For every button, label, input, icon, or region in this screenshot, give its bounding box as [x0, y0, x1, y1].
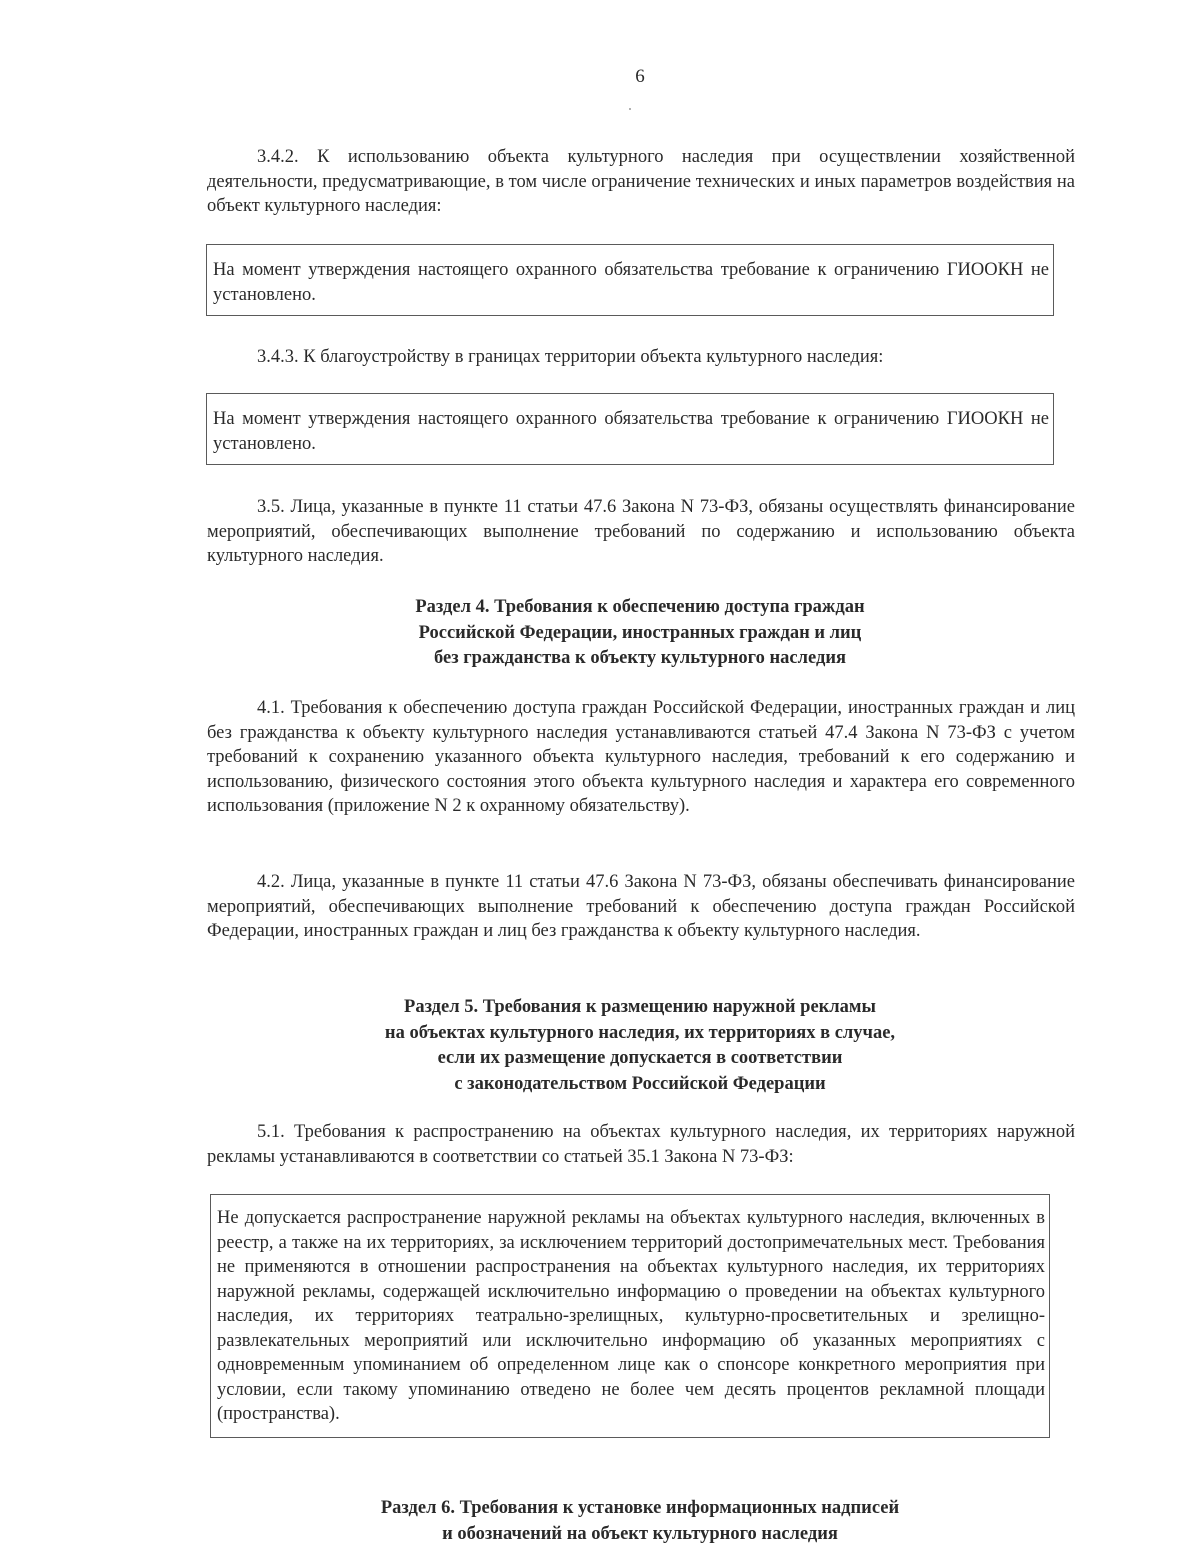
paragraph-4-2: 4.2. Лица, указанные в пункте 11 статьи 47.6 Закона N 73-ФЗ, обязаны обеспечивать финансирование мероприятий, обеспечивающих выполнение требований к обеспечению доступа граждан Российской Федерации, иностранных граждан и лиц без гражданства к объекту культурного наследия.: [207, 872, 1075, 941]
scan-speck: [629, 108, 631, 110]
section-5-heading-line: на объектах культурного наследия, их территориях в случае,: [384, 1022, 896, 1043]
section-5-heading: [0, 995, 1200, 1097]
section-6-heading-line: Раздел 6. Требования к установке информационных надписей: [380, 1498, 900, 1518]
section-5-heading-line: с законодательством Российской Федерации: [454, 1073, 826, 1094]
section-5-heading-line: если их размещение допускается в соответствии: [437, 1048, 843, 1068]
section-6-heading: [0, 1496, 1200, 1547]
section-4-heading-line: Российской Федерации, иностранных граждан и лиц: [418, 622, 862, 643]
section-4-heading-line: без гражданства к объекту культурного наследия: [433, 648, 846, 668]
requirement-box-5-1: Не допускается распространение наружной рекламы на объектах культурного наследия, включенных в реестр, а также на их территориях, за исключением территорий достопримечательных мест. Требования не применяются в отношении распространения на объектах культурного наследия, их территориях наружной рекламы, содержащей исключительно информацию о проведении на объектах культурного наследия, их территориях театрально-зрелищных, культурно-просветительных и зрелищно-развлекательных мероприятий или исключительно информацию об указанных мероприятиях с одновременным упоминанием об определенном лице как о спонсоре конкретного мероприятия при условии, если такому упоминанию отведено не более чем десять процентов рекламной площади (пространства).: [210, 1194, 1050, 1438]
paragraph-3-5: 3.5. Лица, указанные в пункте 11 статьи 47.6 Закона N 73-ФЗ, обязаны осуществлять финансирование мероприятий, обеспечивающих выполнение требований по содержанию и использованию объекта культурного наследия.: [207, 497, 1075, 566]
requirement-box-3-4-3: На момент утверждения настоящего охранного обязательства требование к ограничению ГИООКН не установлено.: [206, 393, 1054, 465]
paragraph-3-4-3: 3.4.3. К благоустройству в границах территории объекта культурного наследия:: [257, 347, 884, 367]
paragraph-5-1: 5.1. Требования к распространению на объектах культурного наследия, их территориях наружной рекламы устанавливаются в соответствии со статьей 35.1 Закона N 73-ФЗ:: [207, 1122, 1075, 1167]
requirement-box-3-4-2: На момент утверждения настоящего охранного обязательства требование к ограничению ГИООКН не установлено.: [206, 244, 1054, 316]
paragraph-3-4-2: 3.4.2. К использованию объекта культурного наследия при осуществлении хозяйственной деятельности, предусматривающие, в том числе ограничение технических и иных параметров воздействия на объект культурного наследия:: [207, 147, 1075, 216]
paragraph-4-1: 4.1. Требования к обеспечению доступа граждан Российской Федерации, иностранных граждан и лиц без гражданства к объекту культурного наследия устанавливаются статьей 47.4 Закона N 73-ФЗ с учетом требований к сохранению указанного объекта культурного наследия, требований к его содержанию и использованию, физического состояния этого объекта культурного наследия и характера его современного использования (приложение N 2 к охранному обязательству).: [207, 698, 1075, 816]
section-5-heading-line: Раздел 5. Требования к размещению наружной рекламы: [404, 997, 876, 1017]
section-6-heading-line: и обозначений на объект культурного наследия: [442, 1523, 838, 1544]
section-4-heading-line: Раздел 4. Требования к обеспечению доступа граждан: [415, 597, 865, 617]
page-number: 6: [635, 66, 645, 87]
section-4-heading: [0, 595, 1200, 672]
